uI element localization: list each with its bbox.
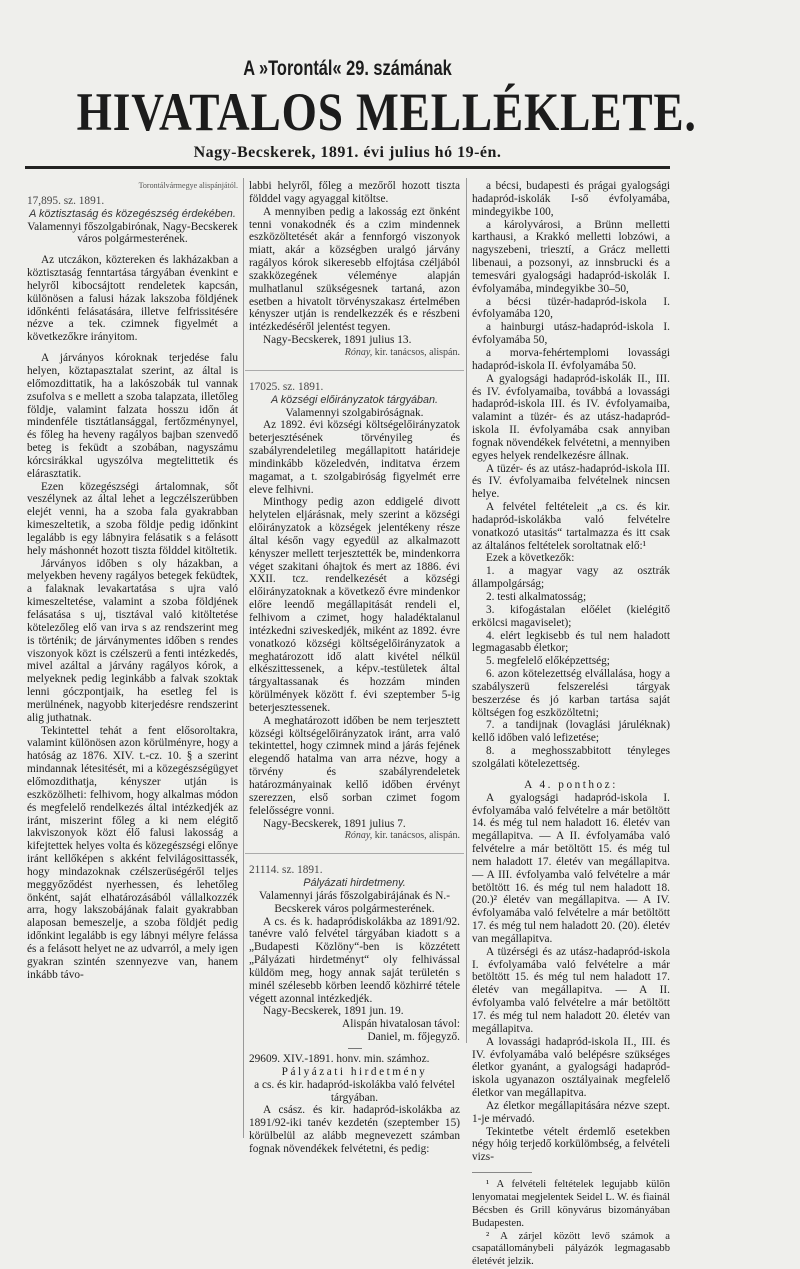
source-line: Torontálvármegye alispánjától. bbox=[27, 180, 238, 193]
article-title: Pályázati hirdetmeny. bbox=[249, 877, 460, 890]
paragraph: A gyalogsági hadapród-iskolák II., III. és IV. évfolyamaiba, továbbá a lovassági hadapród-iskola III. és IV. évfolyamaiba, valamint a tüzér- és az utász-hadapród-iskola II. évfolyamába csak annyiban fognak növendékek felvétetni, a mennyiben egyes helyek rendelkezésre állnak. bbox=[472, 373, 670, 463]
addressee: Valamennyi szolgabiróságnak. bbox=[249, 407, 460, 420]
list-item: 5. megfelelő előképzettség; bbox=[472, 655, 670, 668]
spacer bbox=[27, 246, 238, 254]
spacer bbox=[27, 344, 238, 352]
paragraph: A felvétel feltételeit „a cs. és kir. hadapród-iskolákba való felvételre vonatkozó utasitás“ tartalmazza és itt csak az általános feltételek soroltatnak elő:¹ bbox=[472, 501, 670, 552]
signature bbox=[249, 830, 460, 843]
list-item: 6. azon kötelezettség elvállalása, hogy a szabályszerü felszerelési tárgyak beszerzése és jó karban tartása saját költségen fog eszközöltetni; bbox=[472, 668, 670, 719]
paragraph: Ezek a következők: bbox=[472, 552, 670, 565]
section-heading: A 4. ponthoz: bbox=[472, 779, 670, 792]
paragraph: A lovassági hadapród-iskola II., III. és IV. évfolyamába való belépésre szükséges életkor gyanánt, a gyalogsági hadapród-iskola ugyanazon osztályainak megfelelő életkor van megállapitva. bbox=[472, 1036, 670, 1100]
dateline: Nagy-Becskerek, 1891 julius 7. bbox=[249, 818, 460, 831]
footnote: ² A zárjel között levő számok a csapatállománybeli pályázók legmagasabb életévét jelzik. bbox=[472, 1231, 670, 1269]
list-item: a hainburgi utász-hadapród-iskola I. évfolyamába 50, bbox=[472, 321, 670, 347]
document-number: 21114. sz. 1891. bbox=[249, 864, 460, 877]
addressee: Valamennyi járás főszolgabirájának és N.-Becskerek város polgármesterének. bbox=[249, 890, 460, 916]
paragraph: A meghatározott időben be nem terjesztett községi költségelőirányzatok iránt, arra való tekintettel, hogy czimnek mind a járás fejének elegendő hatalma van arra nézve, hogy a törvény és szabályrendeletek határozmányainak kellő időben érvényt szerezzen, első sorban czimet fogom felelősségre vonni. bbox=[249, 715, 460, 818]
divider bbox=[348, 1048, 362, 1049]
divider bbox=[245, 853, 464, 854]
article-title: A községi előirányzatok tárgyában. bbox=[249, 394, 460, 407]
column-3 bbox=[472, 180, 670, 1269]
spacer bbox=[472, 771, 670, 779]
subtitle: a cs. és kir. hadapród-iskolákba való felvétel tárgyában. bbox=[249, 1079, 460, 1105]
paragraph: A gyalogsági hadapród-iskola I. évfolyamába való felvételre a már betöltött 14. és még tul nem haladott 16. életév van megállapitva. — A II. évfolyamába való felvételre a már betöltött 15. és még tul nem haladott 17. életév van megállapitva. — A III. évfolyamba való felvételre a már betöltött 16. és még tul nem haladott 18. (20.)² életév van megállapitva. — A IV. évfolyamába való felvételre a már betöltött 17. és még tul nem haladott 20. (20). életév van megállapitva. bbox=[472, 792, 670, 946]
list-item: 7. a tandijnak (lovaglási járuléknak) kellő időben való lefizetése; bbox=[472, 719, 670, 745]
signatory-name: Rónay, bbox=[345, 347, 373, 358]
divider bbox=[245, 370, 464, 371]
column-1 bbox=[27, 180, 238, 981]
list-item: a bécsi, budapesti és prágai gyalogsági hadapród-iskolák I-ső évfolyamába, mindegyikbe 100, bbox=[472, 180, 670, 219]
list-item: a károlyvárosi, a Brünn melletti karthausi, a Krakkó melletti lobzówi, a nagyszebeni, triesztí, a Grácz melletti libenaui, a pozsonyi, az innsbrucki és a temesvári gyalogsági hadapród-iskolák I. évfolyamába, mindegyikbe 30–50, bbox=[472, 219, 670, 296]
paragraph: A csász. és kir. hadapród-iskolákba az 1891/92-iki tanév kezdetén (szeptember 15) körülbelül az alább megnevezett számban fognak növendékek felvétetni, és pedig: bbox=[249, 1104, 460, 1155]
article-title: A köztisztaság és közegészség érdekében. bbox=[27, 208, 238, 221]
paragraph: A mennyiben pedig a lakosság ezt önként tenni vonakodnék és a czim mindennek eszközöltetését akár a fennforgó viszonyok miatt, akár a községben uralgó járvány ragályos kórok sikeresebb elfojtása czéljából szakközegének véleménye alapján mulhatlanul szükségesnek tartaná, azon esetben a hivatolt törvényszakasz értelmében kényszer utján is rendelkezzék és e részbeni intézkedéséről jelentést tegyen. bbox=[249, 206, 460, 334]
addressee: Valamennyi főszolgabirónak, Nagy-Becskerek város polgármesterének. bbox=[27, 221, 238, 247]
paragraph: A járványos kóroknak terjedése falu helyen, köztapasztalat szerint, az által is előmozdittatik, ha a lakószobák tul vannak zsufolva s e mellett a szoba talapzata, illetőleg földje, valamint falzata hosszu időn át mindenféle tisztátlansággal, fertőzménynyel, és főleg ha heveny ragályos bajban szenvedő beteg is feküdt a szobában, nagyszámu kórcsirákkal ugyszólva megtelittetik és elárasztatik. bbox=[27, 352, 238, 480]
paragraph-continuation: 29609. XIV.-1891. honv. min. számhoz. bbox=[249, 1053, 460, 1066]
list-item: 1. a magyar vagy az osztrák állampolgárság; bbox=[472, 565, 670, 591]
list-item: 3. kifogástalan előélet (kielégitő erkölcsi magaviselet); bbox=[472, 604, 670, 630]
list-item: 4. elért legkisebb és tul nem haladott legmagasabb életkor; bbox=[472, 630, 670, 656]
signature bbox=[249, 347, 460, 360]
paragraph: A cs. és k. hadapródiskolákba az 1891/92. tanévre való felvétel tárgyában kiadott s a „Budapesti Közlöny“-ben is közzétett „Pályázati hirdetményt“ oly felhivással küldöm meg, hogy annak saját területén s minél szélesebb körben leendő közhirré tétele végett azonnal intézkedjék. bbox=[249, 916, 460, 1006]
paragraph: Tekintetbe vételt érdemlő esetekben négy hóig terjedő korkülömbség, a felvételi vizs- bbox=[472, 1126, 670, 1165]
list-item: 8. a meghosszabbitott tényleges szolgálati kötelezettség. bbox=[472, 745, 670, 771]
masthead bbox=[25, 0, 670, 166]
dateline: Nagy-Becskerek, 1891 jun. 19. bbox=[249, 1005, 460, 1018]
column-2 bbox=[249, 180, 460, 1156]
paragraph: A tüzérségi és az utász-hadapród-iskola I. évfolyamába való felvételre a már betöltött 15. és még tul nem haladott 17. életév van megállapitva. — A II. évfolyamba való felvételre a már betöltött 17. és még tul nem haladott 20. életév van megállapitva. bbox=[472, 946, 670, 1036]
signatory-title: kir. tanácsos, alispán. bbox=[372, 347, 460, 358]
paragraph: Járványos időben s oly házakban, a melyekben heveny ragályos betegek feküdtek, a falaknak levakartatása s ujra való kimeszeltetése, valamint a szoba földjének felásatása s uj, tisztával való kitöltetése kötelezőleg elő van irva s az rendszerint meg is történik; de járványmentes időben s rendes viszonyok közt is czélszerü a fenti intézkedés, mivel azáltal a járvány ragályos kórok, a melyeknek pedig leginkább a falvak szoktak lenni góczpontjaik, ha esetleg fel is merülnének, nagyobb kiterjedésre rendszerint alig juthatnak. bbox=[27, 558, 238, 725]
paragraph-continuation: labbi helyről, főleg a mezőről hozott tiszta földdel vagy agyaggal kitöltse. bbox=[249, 180, 460, 206]
section-heading: Pályázati hirdetmény bbox=[249, 1066, 460, 1079]
paragraph: Minthogy pedig azon eddigelé divott helytelen eljárásnak, mely szerint a községi előirányzatok a községek jelentékeny része által későn vagy egyedül az alkalmazott kényszer mellett terjesztették be, mindenkorra véget szakitani óhajtok és mert az 1886. évi XXII. tcz. rendelkezését a községi előirányzatoknak a következő évre mindenkor előre leendő megállapitását rendeli el, felhivom a czimet, hogy haladéktalanul intézkedni sziveskedjék, miként az 1892. évre vonatkozó községi költségelőirányzatok a meghatározott idő alatt kivétel nélkül elkészittessenek, a képv.-testületek által tárgyaltassanak és hozzám minden körülmények között f. évi szeptember 5-ig beterjesztessenek. bbox=[249, 496, 460, 714]
divider bbox=[472, 1172, 532, 1173]
list-item: a morva-fehértemplomi lovassági hadapród-iskola II. évfolyamába 50. bbox=[472, 347, 670, 373]
masthead-rule bbox=[25, 166, 670, 169]
paragraph: Ezen közegészségi ártalomnak, sőt veszélynek az által lehet a legczélszerübben elejét venni, ha a szoba fala gyakrabban kimeszeltetik, a szoba földje pedig időnkint legalább is egy lábnyira felásatik s a felásott hely máshonnét hozott tiszta földdel kitöltetik. bbox=[27, 481, 238, 558]
masthead-title: HIVATALOS MELLÉKLETE. bbox=[77, 84, 619, 140]
document-number: 17025. sz. 1891. bbox=[249, 381, 460, 394]
paragraph: A tüzér- és az utász-hadapród-iskola III. és IV. évfolyamaiba felvételnek nincsen helye. bbox=[472, 463, 670, 502]
paragraph: Az utczákon, köztereken és lakházakban a köztisztaság fenntartása tárgyában évenkint e helyről kibocsájtott rendeletek kapcsán, különösen a falusi házak lakszoba földjének időnkénti felásatására, illetve felfrissitésére nézve a tek. czimnek figyelmét a következőkre irányitom. bbox=[27, 254, 238, 344]
list-item: a bécsi tüzér-hadapród-iskola I. évfolyamába 120, bbox=[472, 296, 670, 322]
column-divider bbox=[243, 178, 244, 1138]
signature-line: Daniel, m. főjegyző. bbox=[249, 1031, 460, 1044]
signature-line: Alispán hivatalosan távol: bbox=[249, 1018, 460, 1031]
signatory-title: kir. tanácsos, alispán. bbox=[372, 830, 460, 841]
masthead-dateline: Nagy-Becskerek, 1891. évi julius hó 19-én. bbox=[25, 143, 670, 163]
signatory-name: Rónay, bbox=[345, 830, 373, 841]
footnote: ¹ A felvételi feltételek legujabb külön lenyomatai megjelentek Seidel L. W. és fiainál Bécsben és Grill könyvárus bizományában Budapesten. bbox=[472, 1179, 670, 1230]
document-number: 17,895. sz. 1891. bbox=[27, 195, 238, 208]
dateline: Nagy-Becskerek, 1891 julius 13. bbox=[249, 334, 460, 347]
paragraph: Az életkor megállapitására nézve szept. 1-je mérvadó. bbox=[472, 1100, 670, 1126]
paragraph: Tekintettel tehát a fent elősoroltakra, valamint különösen azon körülményre, hogy a hatóság az 1876. XIV. t.-cz. 10. § a szerint mindannak létesitését, mi a közegészségügyet előmozdithatja, kényszer utján is eszközölheti: felhivom, hogy alkalmas módon és megfelelő rendelkezés által intézkedjék az iránt, miszerint főleg a ki nem elégitő lakviszonyok közt élő falusi lakosság a kifejtettek helyes volta és közegészségi előnye iránt kellőképen s akként felvilágosittassék, hogy mindazoknak czélszerüségéről teljes meggyőződést nyerhessen, és lehetőleg önként, saját elhatározásából vállalkozzék arra, hogy lakszobájának falait gyakrabban alaposan bemeszelje, a szoba földjét pedig időnkint legalább is egy lábnyi mélyre felássa és a felásott helyet ne az udvarról, a mely igen gyakran szintén szennyezve van, hanem inkább távo- bbox=[27, 725, 238, 982]
paragraph: Az 1892. évi községi költségelőirányzatok beterjesztésének törvényileg és szabályrendeletileg megállapitott határideje mindinkább közeledvén, inditatva érzem magamat, a t. szolgabiróság figyelmét erre eleve felhivni. bbox=[249, 419, 460, 496]
masthead-issue-line: A »Torontál« 29. számának bbox=[96, 56, 599, 82]
column-divider bbox=[466, 178, 467, 1043]
list-item: 2. testi alkalmatosság; bbox=[472, 591, 670, 604]
